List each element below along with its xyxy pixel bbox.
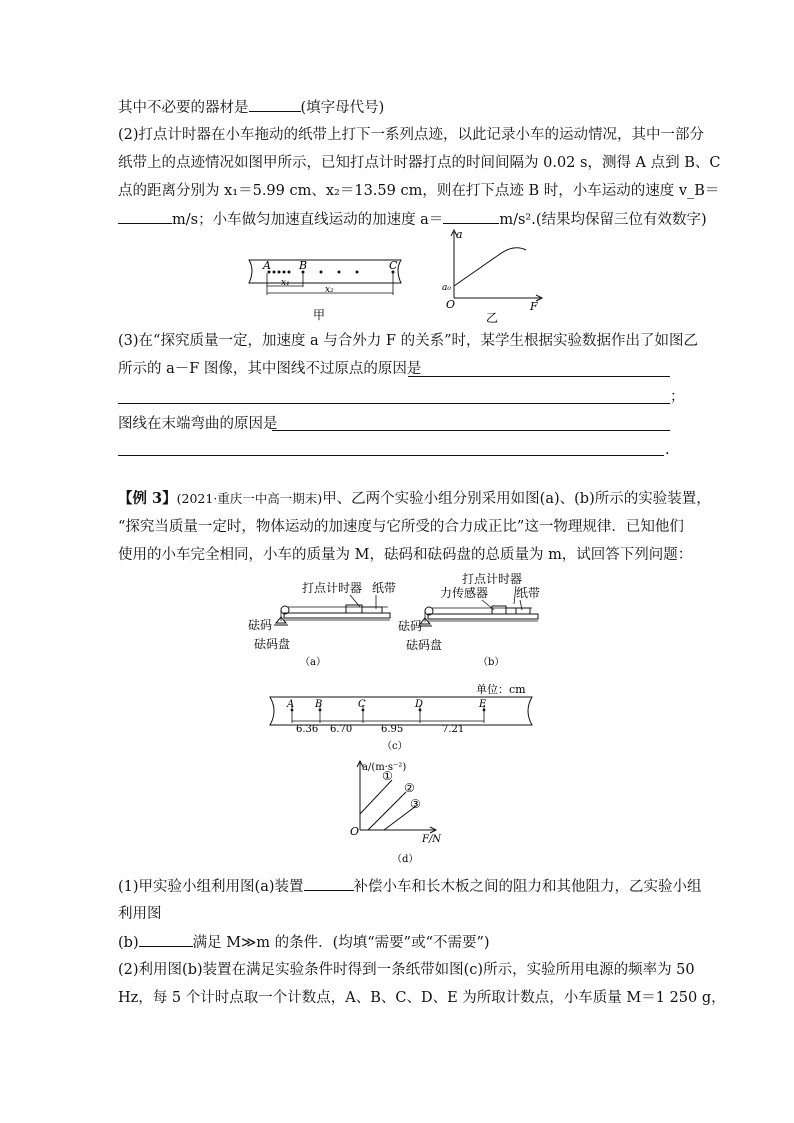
q2-line5-mid: m/s；小车做匀加速直线运动的加速度 a＝ [172, 212, 444, 228]
jia-label-c: C [389, 259, 398, 272]
jia-x1: x₁ [281, 278, 290, 288]
blank-bend-reason-2[interactable] [118, 455, 664, 456]
yi-axis-f: F [530, 300, 538, 313]
blank-group-b-condition[interactable] [139, 932, 193, 947]
a-weight-label: 砝码 [248, 618, 273, 632]
b-sensor-label: 力传感器 [440, 586, 489, 600]
q2-line1 [118, 97, 384, 118]
c-label-d: D [415, 699, 424, 710]
a-timer-label: 打点计时器 [302, 581, 363, 595]
b-tape-label: 纸带 [516, 586, 541, 600]
blank-acceleration[interactable] [443, 209, 499, 224]
d-line-2: ② [404, 781, 415, 795]
b-weight-label: 砝码 [398, 619, 423, 633]
ans-line3-tail: 满足 M≫m 的条件．(均填“需要”或“不需要”) [192, 935, 490, 951]
ex3-source: (2021·重庆一中高一期末) [176, 491, 323, 506]
d-line-3: ③ [410, 797, 421, 811]
blank-not-origin-reason-2[interactable] [118, 403, 670, 404]
blank-unnecessary-equipment[interactable] [249, 97, 301, 112]
q3-period: . [665, 442, 670, 458]
yi-origin: O [446, 298, 456, 311]
blank-velocity-vb[interactable] [118, 209, 172, 224]
blank-not-origin-reason-1[interactable] [408, 376, 670, 377]
c-dist-de: 7.21 [442, 724, 465, 735]
c-label-e: E [479, 699, 487, 710]
a-pan-label: 砝码盘 [254, 637, 291, 651]
a-caption: （a） [300, 657, 326, 668]
figure-c-tape [266, 683, 536, 753]
ans-line1-tail: 补偿小车和长木板之间的阻力和其他阻力，乙实验小组 [353, 879, 702, 895]
c-caption: （c） [382, 741, 408, 752]
yi-a0: a₀ [442, 283, 451, 293]
ans-line4: (2)利用图(b)装置在满足实验条件时得到一条纸带如图(c)所示，实验所用电源的频率为 50 [118, 962, 695, 978]
c-label-a: A [287, 699, 295, 710]
blank-bend-reason-1[interactable] [272, 430, 670, 431]
figure-a-apparatus [248, 577, 398, 667]
a-tape-label: 纸带 [372, 581, 397, 595]
q3-line1: (3)在“探究质量一定，加速度 a 与合外力 F 的关系”时，某学生根据实验数据作出了如图乙 [118, 333, 699, 349]
q2-line2: (2)打点计时器在小车拖动的纸带上打下一系列点迹，以此记录小车的运动情况，其中一部分 [118, 127, 705, 143]
q3-semicolon: ； [670, 389, 685, 405]
c-label-c: C [358, 699, 366, 710]
ans-line1 [118, 876, 702, 897]
c-unit: 单位：cm [476, 683, 526, 696]
q2-line4: 点的距离分别为 x₁＝5.99 cm、x₂＝13.59 cm，则在打下点迹 B 时，小车运动的速度 v_B＝ [118, 183, 720, 199]
d-line-1: ① [382, 769, 393, 783]
c-dist-ab: 6.36 [296, 724, 319, 735]
b-caption: （b） [478, 657, 505, 668]
d-axis-a: a/(m·s⁻²) [362, 762, 407, 773]
jia-caption: 甲 [313, 308, 326, 322]
q3-line2: 所示的 a－F 图像，其中图线不过原点的原因是 [118, 361, 422, 377]
c-label-b: B [315, 699, 323, 710]
d-caption: （d） [392, 854, 419, 865]
figure-b-apparatus [398, 570, 548, 667]
ex3-line2: “探究当质量一定时，物体运动的加速度与它所受的合力成正比”这一物理规律．已知他们 [118, 519, 684, 535]
figure-yi-graph [440, 228, 550, 328]
yi-axis-a: a [456, 228, 463, 241]
ex3-tag: 【例 3】 [118, 490, 177, 507]
ex3-line1-text: 甲、乙两个实验小组分别采用如图(a)、(b)所示的实验装置， [322, 491, 711, 507]
ans-line2: 利用图 [118, 906, 162, 922]
jia-label-b: B [299, 259, 308, 272]
ans-line5: Hz，每 5 个计时点取一个计数点，A、B、C、D、E 为所取计数点，小车质量 M＝1 250 g， [118, 990, 726, 1006]
figure-d-graph [340, 758, 460, 868]
blank-group-a-friction[interactable] [304, 876, 354, 891]
yi-caption: 乙 [486, 311, 499, 325]
q2-line1-text: 其中不必要的器材是 [118, 100, 249, 116]
c-dist-bc: 6.70 [330, 724, 353, 735]
d-axis-f: F/N [422, 834, 442, 845]
q2-line5-tail: m/s².(结果均保留三位有效数字) [499, 212, 707, 228]
jia-x2: x₂ [325, 285, 334, 295]
q2-line5 [118, 209, 707, 230]
c-dist-cd: 6.95 [381, 724, 404, 735]
d-origin: O [350, 825, 360, 838]
q3-line3: 图线在末端弯曲的原因是 [118, 416, 278, 432]
ans-line3 [118, 932, 490, 953]
b-pan-label: 砝码盘 [406, 638, 443, 652]
q2-line3: 纸带上的点迹情况如图甲所示，已知打点计时器打点的时间间隔为 0.02 s，测得 A 点到 B、C [118, 155, 721, 171]
q2-line1-tail: (填字母代号) [300, 100, 385, 116]
ex3-line3: 使用的小车完全相同，小车的质量为 M，砝码和砝码盘的总质量为 m，试回答下列问题： [118, 547, 693, 563]
b-timer-label: 打点计时器 [462, 572, 523, 586]
ans-line1-text: (1)甲实验小组利用图(a)装置 [118, 879, 304, 895]
ans-line3-head: (b) [118, 935, 139, 951]
jia-label-a: A [263, 259, 271, 272]
ex3-line1 [118, 489, 711, 509]
figure-jia-tape [245, 255, 405, 325]
